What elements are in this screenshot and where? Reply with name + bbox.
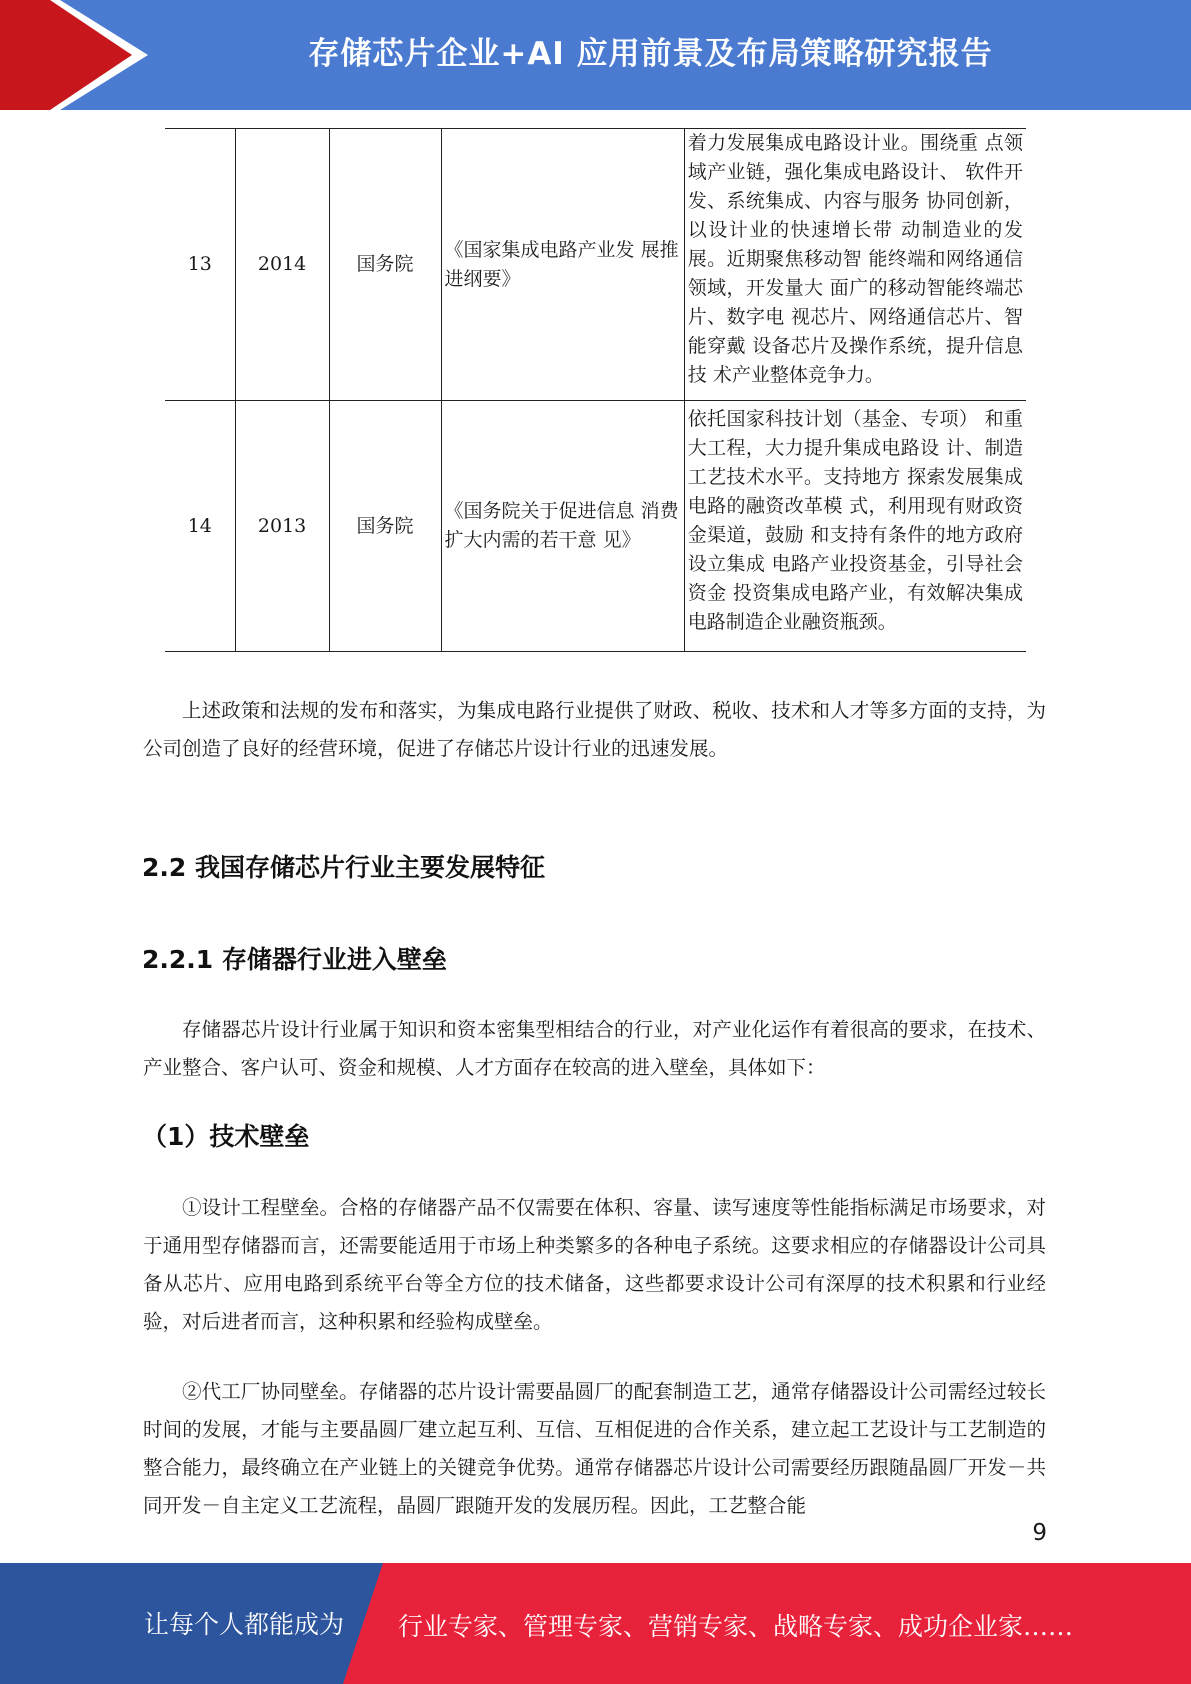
intro-paragraph: 存储器芯片设计行业属于知识和资本密集型相结合的行业，对产业化运作有着很高的要求，在技术、产业整合、客户认可、资金和规模、人才方面存在较高的进入壁垒，具体如下：	[143, 1018, 1046, 1079]
row-number: 13	[165, 129, 235, 401]
footer-slogan-left: 让每个人都能成为	[144, 1610, 345, 1639]
row-number: 14	[165, 401, 235, 652]
design-barrier-paragraph: ①设计工程壁垒。合格的存储器产品不仅需要在体积、容量、读写速度等性能指标满足市场要求，对于通用型存储器而言，还需要能适用于市场上种类繁多的各种电子系统。这要求相应的存储器设计公司具备从芯片、应用电路到系统平台等全方位的技术储备，这些都要求设计公司有深厚的技术积累和行业经验，对后进者而言，这种积累和经验构成壁垒。	[143, 1196, 1046, 1333]
row-year: 2013	[235, 401, 329, 652]
tech-barrier-heading: （1）技术壁垒	[142, 1122, 310, 1151]
row-description	[684, 401, 1026, 652]
table-row	[165, 129, 1026, 401]
subsection-heading: 2.2.1 存储器行业进入壁垒	[142, 945, 447, 974]
report-title: 存储芯片企业+AI 应用前景及布局策略研究报告	[308, 36, 993, 72]
summary-paragraph: 上述政策和法规的发布和落实，为集成电路行业提供了财政、税收、技术和人才等多方面的支持，为公司创造了良好的经营环境，促进了存储芯片设计行业的迅速发展。	[143, 699, 1046, 760]
row-issuer: 国务院	[329, 129, 441, 401]
row-issuer: 国务院	[329, 401, 441, 652]
footer-slogan-right: 行业专家、管理专家、营销专家、战略专家、成功企业家……	[398, 1612, 1074, 1641]
row-description-text: 依托国家科技计划（基金、专项） 和重大工程，大力提升集成电路设 计、制造工艺技术水平。支持地方 探索发展集成电路的融资改革模 式，利用现有财政资金渠道，鼓励 和支持有条件的地方政府设立集成 电路产业投资基金，引导社会资金 投资集成电路产业，有效解决集成 电路制造企业融资瓶颈。	[687, 408, 1023, 633]
page-header	[0, 0, 1191, 110]
page-number: 9	[1032, 1520, 1047, 1546]
policy-table	[165, 128, 1026, 652]
row-document: 《国务院关于促进信息 消费扩大内需的若干意 见》	[441, 401, 684, 652]
section-heading: 2.2 我国存储芯片行业主要发展特征	[142, 853, 545, 882]
row-year: 2014	[235, 129, 329, 401]
row-description	[684, 129, 1026, 401]
row-document: 《国家集成电路产业发 展推进纲要》	[441, 129, 684, 401]
row-description-text: 着力发展集成电路设计业。围绕重 点领域产业链，强化集成电路设计、 软件开发、系统集成、内容与服务 协同创新，以设计业的快速增长带 动制造业的发展。近期聚焦移动智 能终端和网络通信领域，开发量大 面广的移动智能终端芯片、数字电 视芯片、网络通信芯片、智能穿戴 设备芯片及操作系统，提升信息技 术产业整体竞争力。	[687, 132, 1023, 386]
table-row	[165, 401, 1026, 652]
foundry-barrier-paragraph: ②代工厂协同壁垒。存储器的芯片设计需要晶圆厂的配套制造工艺，通常存储器设计公司需经过较长时间的发展，才能与主要晶圆厂建立起互利、互信、互相促进的合作关系，建立起工艺设计与工艺制造的整合能力，最终确立在产业链上的关键竞争优势。通常存储器芯片设计公司需要经历跟随晶圆厂开发－共同开发－自主定义工艺流程，晶圆厂跟随开发的发展历程。因此，工艺整合能	[143, 1380, 1046, 1517]
